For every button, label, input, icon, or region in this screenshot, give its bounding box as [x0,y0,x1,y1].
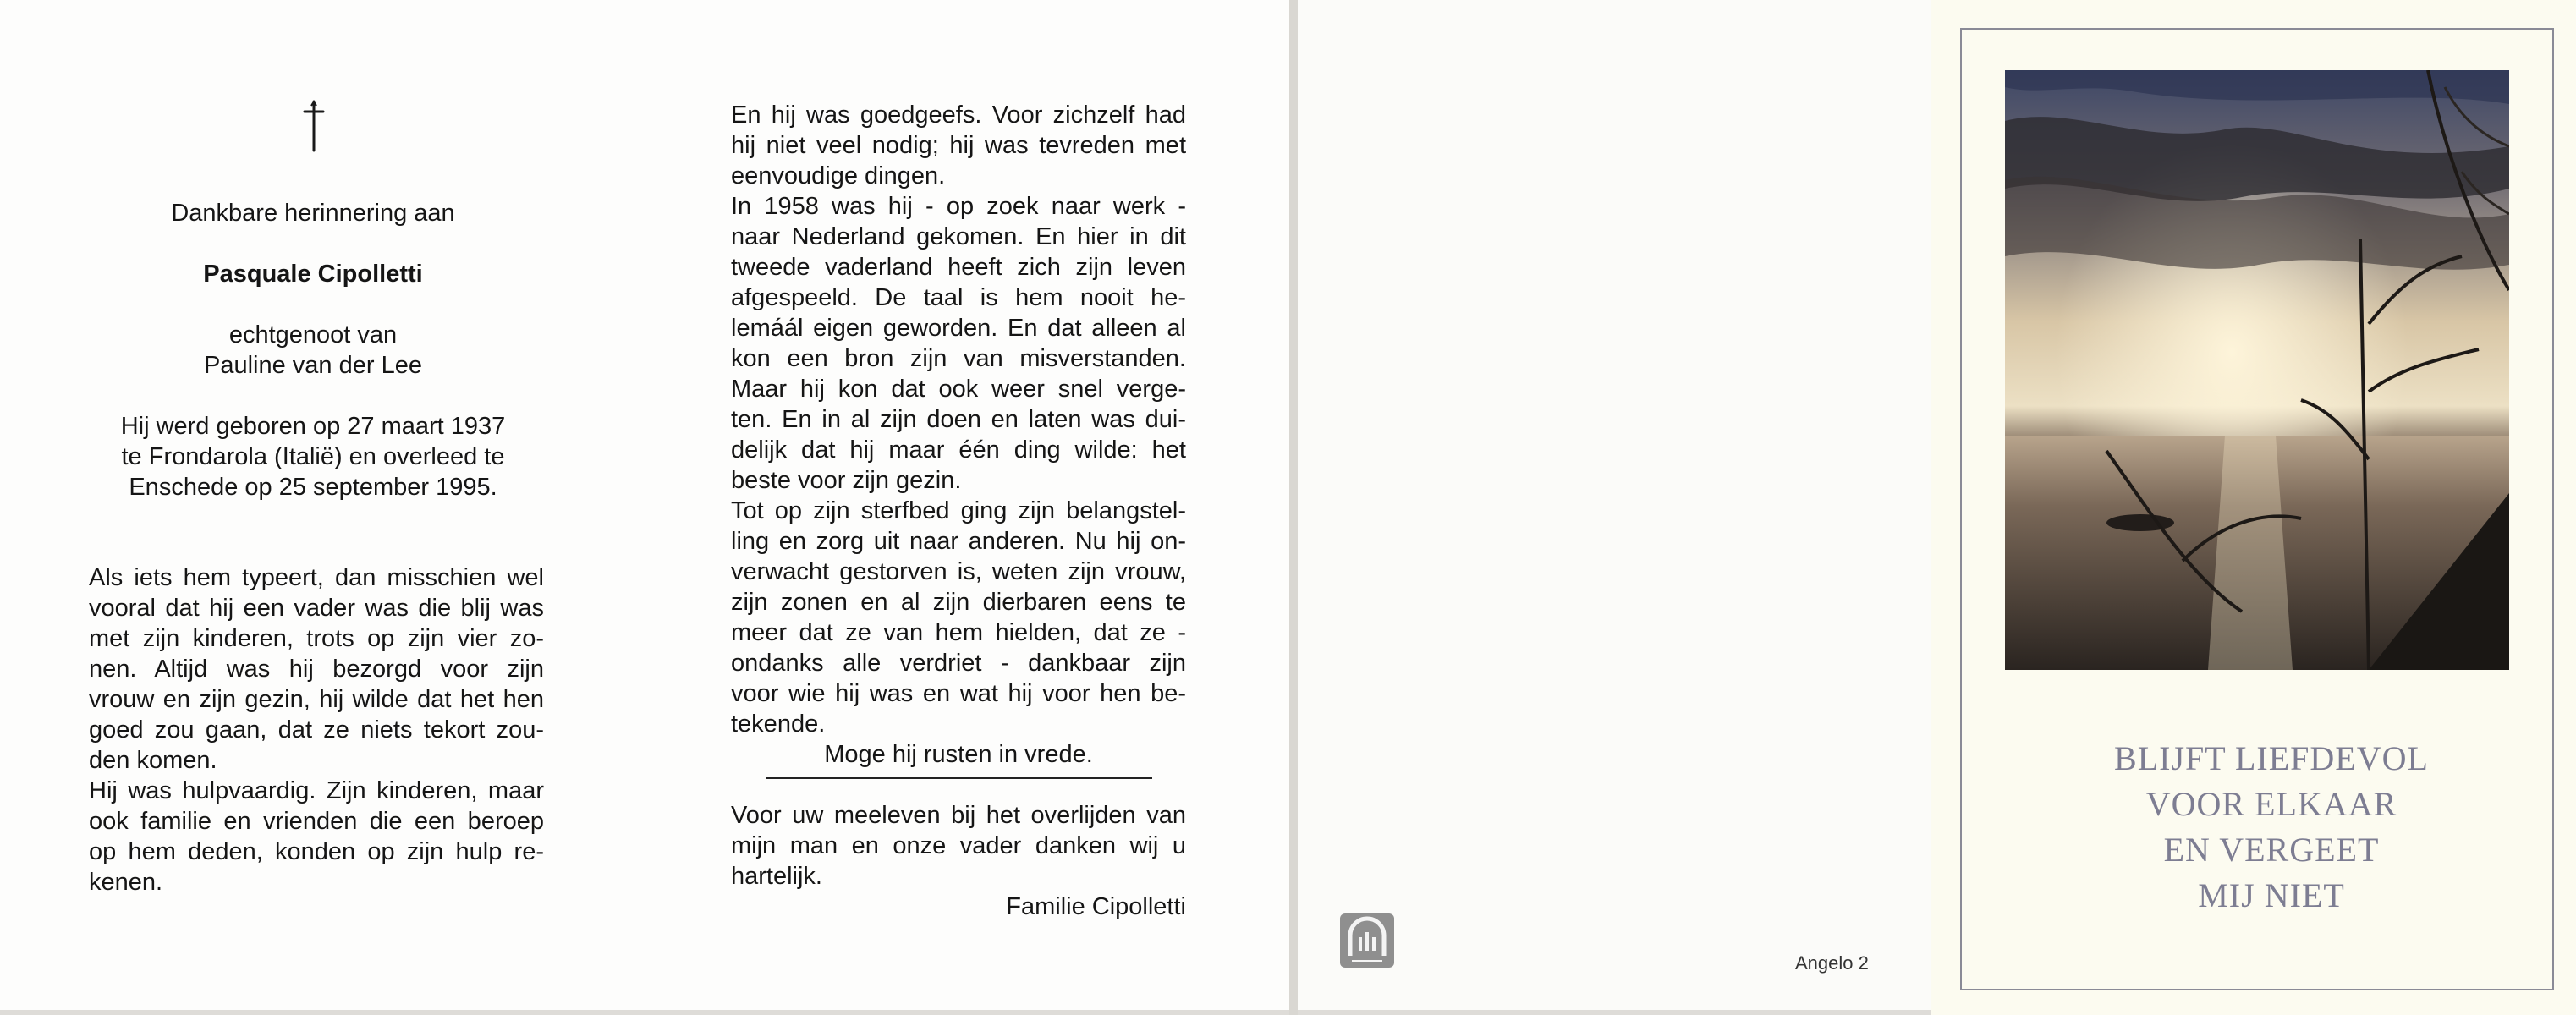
text-line: kon een bron zijn van misverstanden. [731,345,1186,372]
text-line: op hem deden, konden op zijn hulp re- [89,838,544,865]
lake-sunset-photo [2005,70,2509,670]
text-line: nen. Altijd was hij bezorgd voor zijn [89,656,544,683]
verse-line: EN VERGEET [2163,831,2380,869]
cross-icon [299,100,328,152]
text-line: naar Nederland gekomen. En hier in dit [731,223,1186,250]
text-line: vrouw en zijn gezin, hij wilde dat het hen [89,686,544,713]
text-line: den komen. [89,747,217,774]
text-line: ling en zorg uit naar anderen. Nu hij on- [731,528,1186,555]
birth-line: te Frondarola (Italië) en overleed te [121,443,505,470]
text-line: ook familie en vrienden die een beroep [89,808,544,835]
text-line: met zijn kinderen, trots op zijn vier zo- [89,625,544,652]
text-line: In 1958 was hij - op zoek naar werk - [731,193,1186,220]
text-line: tweede vaderland heeft zich zijn leven [731,254,1186,281]
text-line: verwacht gestorven is, weten zijn vrouw, [731,558,1186,585]
closing-line: Moge hij rusten in vrede. [824,741,1093,768]
card-code: Angelo 2 [1795,952,1869,974]
text-line: Hij was hulpvaardig. Zijn kinderen, maar [89,777,544,804]
thanks-line: mijn man en onze vader danken wij u [731,832,1186,859]
cover-verse [2013,736,2529,919]
memorial-header [118,198,508,502]
text-line: ten. En in al zijn doen en laten was dui- [731,406,1186,433]
text-line: Maar hij kon dat ook weer snel verge- [731,376,1186,403]
text-line: eenvoudige dingen. [731,162,946,189]
spouse-name: Pauline van der Lee [204,352,422,379]
text-line: voor wie hij was en wat hij voor hen be- [731,680,1186,707]
verse-line: MIJ NIET [2198,876,2345,914]
verse-line: VOOR ELKAAR [2145,785,2397,823]
text-line: Als iets hem typeert, dan misschien wel [89,564,544,591]
text-line: lemáál eigen geworden. En dat alleen al [731,315,1186,342]
text-line: zijn zonen en al zijn dierbaren eens te [731,589,1186,616]
text-line: En hij was goedgeefs. Voor zichzelf had [731,102,1186,129]
right-column [731,100,1186,922]
fold-gap [1289,0,1298,1015]
text-line: goed zou gaan, dat ze niets tekort zou- [89,716,544,743]
text-line: vooral dat hij een vader was die blij was [89,595,544,622]
page-edge [0,1010,1289,1015]
text-line: hij niet veel nodig; hij was tevreden met [731,132,1186,159]
verse-line: BLIJFT LIEFDEVOL [2114,739,2429,777]
thanks-line: Voor uw meeleven bij het overlijden van [731,802,1186,829]
thanks-line: hartelijk. [731,863,822,890]
text-line: tekende. [731,710,826,738]
text-line: afgespeeld. De taal is hem nooit he- [731,284,1186,311]
mondial-logo [1340,914,1394,968]
deceased-name: Pasquale Cipolletti [203,261,423,288]
text-line: delijk dat hij maar één ding wilde: het [731,436,1186,464]
spouse-label: echtgenoot van [228,321,398,348]
left-paragraph [89,562,544,897]
birth-line: Enschede op 25 september 1995. [129,474,497,501]
text-line: ondanks alle verdriet - dankbaar zijn [731,650,1186,677]
text-line: Tot op zijn sterfbed ging zijn belangstel- [731,497,1186,524]
dedication-line: Dankbare herinnering aan [171,200,455,227]
text-line: kenen. [89,869,163,896]
birth-line: Hij werd geboren op 27 maart 1937 [120,413,506,440]
signature: Familie Cipolletti [1006,893,1186,920]
text-line: meer dat ze van hem hielden, dat ze - [731,619,1186,646]
divider-line [766,777,1152,779]
text-line: beste voor zijn gezin. [731,467,962,494]
